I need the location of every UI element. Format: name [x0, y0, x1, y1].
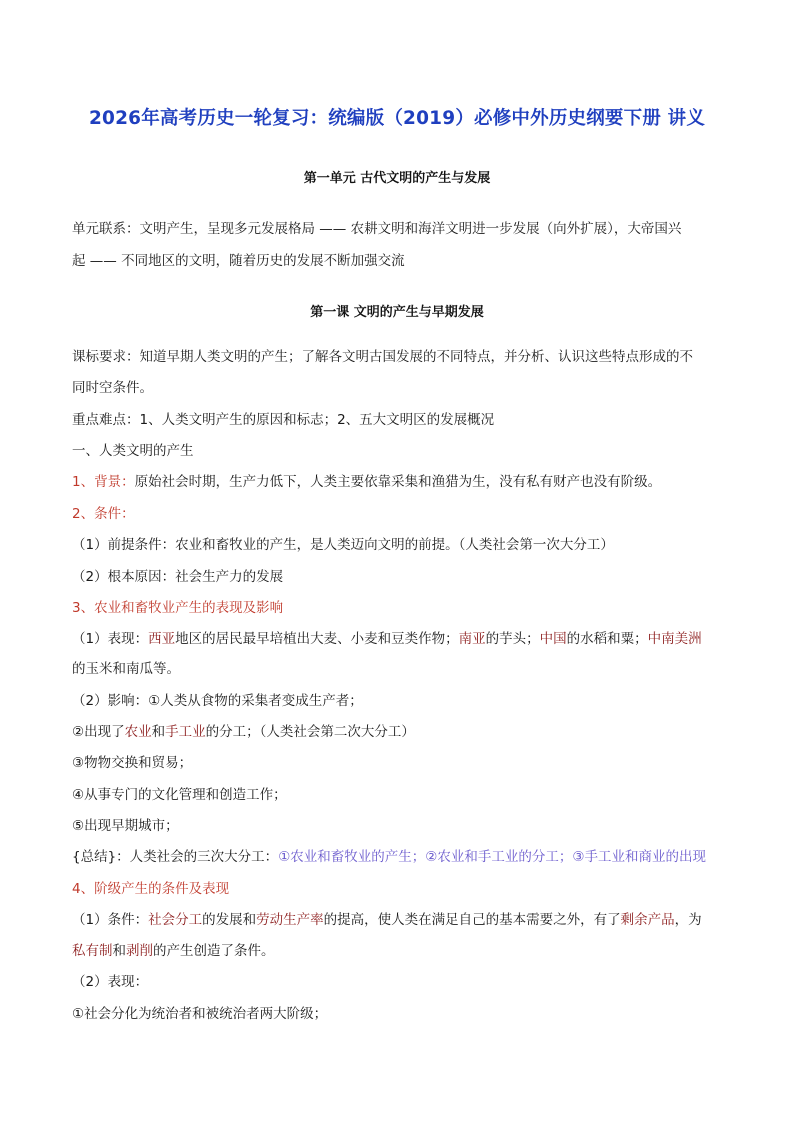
influence-2-text-b: 和 — [151, 724, 166, 740]
term-nanya: 南亚 — [458, 631, 486, 647]
influence-2-text-a: ②出现了 — [72, 724, 125, 740]
influence-4: ④从事专门的文化管理和创造工作； — [72, 787, 287, 803]
performance-text-c: 的水稻和粟； — [566, 631, 648, 647]
background-text: 原始社会时期，生产力低下，人类主要依靠采集和渔猎为生，没有私有财产也没有阶级。 — [134, 474, 662, 490]
term-zhongnan: 中南美洲 — [647, 631, 702, 647]
class-heading: 4、阶级产生的条件及表现 — [72, 881, 230, 897]
class-condition-text-e: 的产生创造了条件。 — [153, 943, 275, 959]
term-zhongguo: 中国 — [539, 631, 567, 647]
standard-line-1: 课标要求：知道早期人类文明的产生；了解各文明古国发展的不同特点，并分析、认识这些特点形成的不 — [72, 349, 693, 365]
influence-2 — [72, 722, 728, 742]
class-condition-line-1 — [72, 910, 728, 930]
document-title: 2026年高考历史一轮复习：统编版（2019）必修中外历史纲要下册 讲义 — [88, 108, 706, 129]
term-social-division: 社会分工 — [148, 912, 203, 928]
agriculture-heading: 3、农业和畜牧业产生的表现及影响 — [72, 600, 284, 616]
section-heading: 一、人类文明的产生 — [72, 443, 194, 459]
term-shougongye: 手工业 — [165, 724, 206, 740]
premise-condition: （1）前提条件：农业和畜牧业的产生，是人类迈向文明的前提。（人类社会第一次大分工） — [72, 537, 614, 553]
performance-line-2: 的玉米和南瓜等。 — [72, 661, 180, 677]
class-condition-prefix: （1）条件： — [72, 912, 149, 928]
performance-text-b: 的芋头； — [485, 631, 540, 647]
summary-text: ①农业和畜牧业的产生；②农业和手工业的分工；③手工业和商业的出现 — [278, 849, 706, 865]
background-paragraph — [72, 472, 728, 492]
influence-5: ⑤出现早期城市； — [72, 818, 179, 834]
key-points: 重点难点：1、人类文明产生的原因和标志；2、五大文明区的发展概况 — [72, 412, 495, 428]
summary-line — [72, 847, 728, 867]
performance-text-a: 地区的居民最早培植出大麦、小麦和豆类作物； — [175, 631, 459, 647]
unit-link-line-2: 起 —— 不同地区的文明，随着历史的发展不断加强交流 — [72, 253, 405, 269]
root-cause: （2）根本原因：社会生产力的发展 — [72, 569, 284, 585]
standard-line-2: 同时空条件。 — [72, 380, 153, 396]
class-condition-text-c: ，为 — [674, 912, 702, 928]
term-surplus-products: 剩余产品 — [620, 912, 675, 928]
class-condition-text-a: 的发展和 — [202, 912, 257, 928]
conditions-label: 2、条件： — [72, 506, 135, 522]
influence-1: （2）影响：①人类从食物的采集者变成生产者； — [72, 693, 363, 709]
class-performance-label: （2）表现： — [72, 974, 149, 990]
influence-3: ③物物交换和贸易； — [72, 755, 193, 771]
term-nongye: 农业 — [124, 724, 152, 740]
class-condition-line-2 — [72, 941, 728, 961]
term-private-ownership: 私有制 — [72, 943, 113, 959]
term-labor-productivity: 劳动生产率 — [256, 912, 324, 928]
lesson-heading: 第一课 文明的产生与早期发展 — [310, 305, 484, 320]
term-exploitation: 剥削 — [126, 943, 153, 959]
summary-label: {总结}：人类社会的三次大分工： — [72, 849, 279, 865]
influence-2-text-c: 的分工；（人类社会第二次大分工） — [205, 724, 415, 740]
term-xiya: 西亚 — [148, 631, 176, 647]
unit-heading: 第一单元 古代文明的产生与发展 — [303, 171, 491, 186]
unit-link-line-1: 单元联系：文明产生，呈现多元发展格局 —— 农耕文明和海洋文明进一步发展（向外扩展），大帝国兴 — [72, 221, 682, 237]
performance-line-1 — [72, 629, 728, 649]
class-condition-text-d: 和 — [112, 943, 126, 959]
background-label: 1、背景： — [72, 474, 135, 490]
performance-prefix: （1）表现： — [72, 631, 149, 647]
class-condition-text-b: 的提高，使人类在满足自己的基本需要之外，有了 — [323, 912, 621, 928]
class-performance-1: ①社会分化为统治者和被统治者两大阶级； — [72, 1006, 328, 1022]
